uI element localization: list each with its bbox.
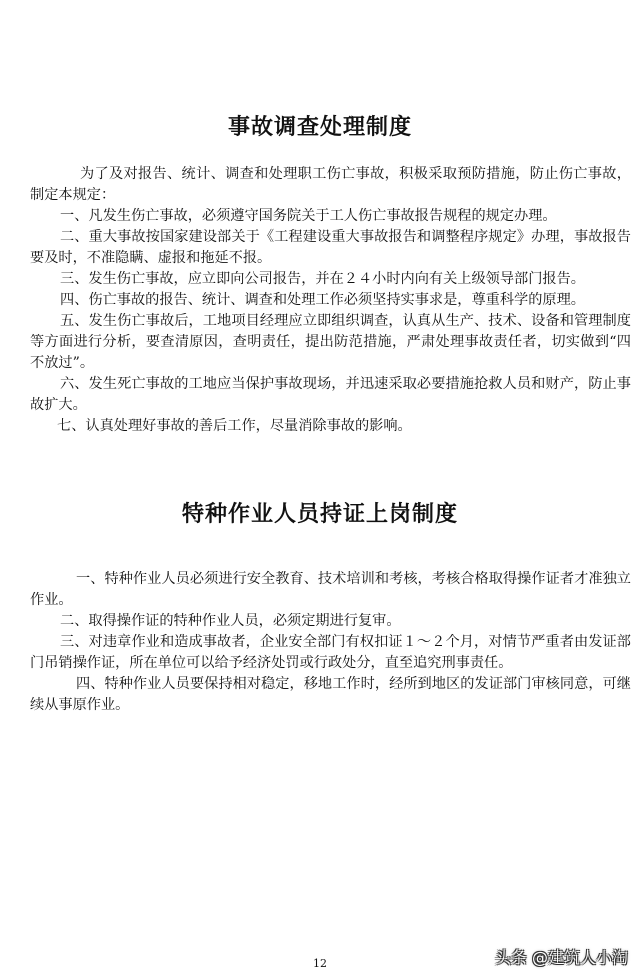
section-accident-investigation-body	[30, 164, 631, 437]
clause-paragraph: 五、发生伤亡事故后，工地项目经理应立即组织调查，认真从生产、技术、设备和管理制度等方面进行分析，要查清原因，查明责任，提出防范措施，严肃处理事故责任者，切实做到“四不放过”。	[30, 313, 631, 371]
page-number: 12	[313, 957, 327, 970]
clause-paragraph: 四、伤亡事故的报告、统计、调查和处理工作必须坚持实事求是，尊重科学的原理。	[60, 292, 585, 308]
clause-paragraph: 七、认真处理好事故的善后工作，尽量消除事故的影响。	[57, 418, 412, 434]
clause-paragraph: 二、取得操作证的特种作业人员，必须定期进行复审。	[60, 613, 401, 629]
section-special-operations-body	[30, 569, 631, 716]
watermark-label: 头条 @建筑人小淘	[494, 948, 628, 967]
clause-paragraph: 一、凡发生伤亡事故，必须遵守国务院关于工人伤亡事故报告规程的规定办理。	[60, 208, 557, 224]
clause-paragraph: 四、特种作业人员要保持相对稳定，移地工作时，经所到地区的发证部门审核同意，可继续从事原作业。	[30, 676, 631, 713]
section-title-special-operations-certification: 特种作业人员持证上岗制度	[181, 502, 458, 527]
clause-paragraph: 三、对违章作业和造成事故者，企业安全部门有权扣证１～２个月，对情节严重者由发证部门吊销操作证，所在单位可以给予经济处罚或行政处分，直至追究刑事责任。	[30, 634, 631, 671]
clause-paragraph: 二、重大事故按国家建设部关于《工程建设重大事故报告和调整程序规定》办理，事故报告要及时，不准隐瞒、虚报和拖延不报。	[30, 229, 631, 266]
intro-paragraph: 为了及对报告、统计、调查和处理职工伤亡事故，积极采取预防措施，防止伤亡事故，制定本规定：	[30, 166, 631, 203]
section-title-accident-investigation: 事故调查处理制度	[227, 115, 412, 140]
clause-paragraph: 六、发生死亡事故的工地应当保护事故现场，并迅速采取必要措施抢救人员和财产，防止事故扩大。	[30, 376, 631, 413]
clause-paragraph: 三、发生伤亡事故，应立即向公司报告，并在２４小时内向有关上级领导部门报告。	[60, 271, 585, 287]
clause-paragraph: 一、特种作业人员必须进行安全教育、技术培训和考核，考核合格取得操作证者才准独立作业。	[30, 571, 631, 608]
